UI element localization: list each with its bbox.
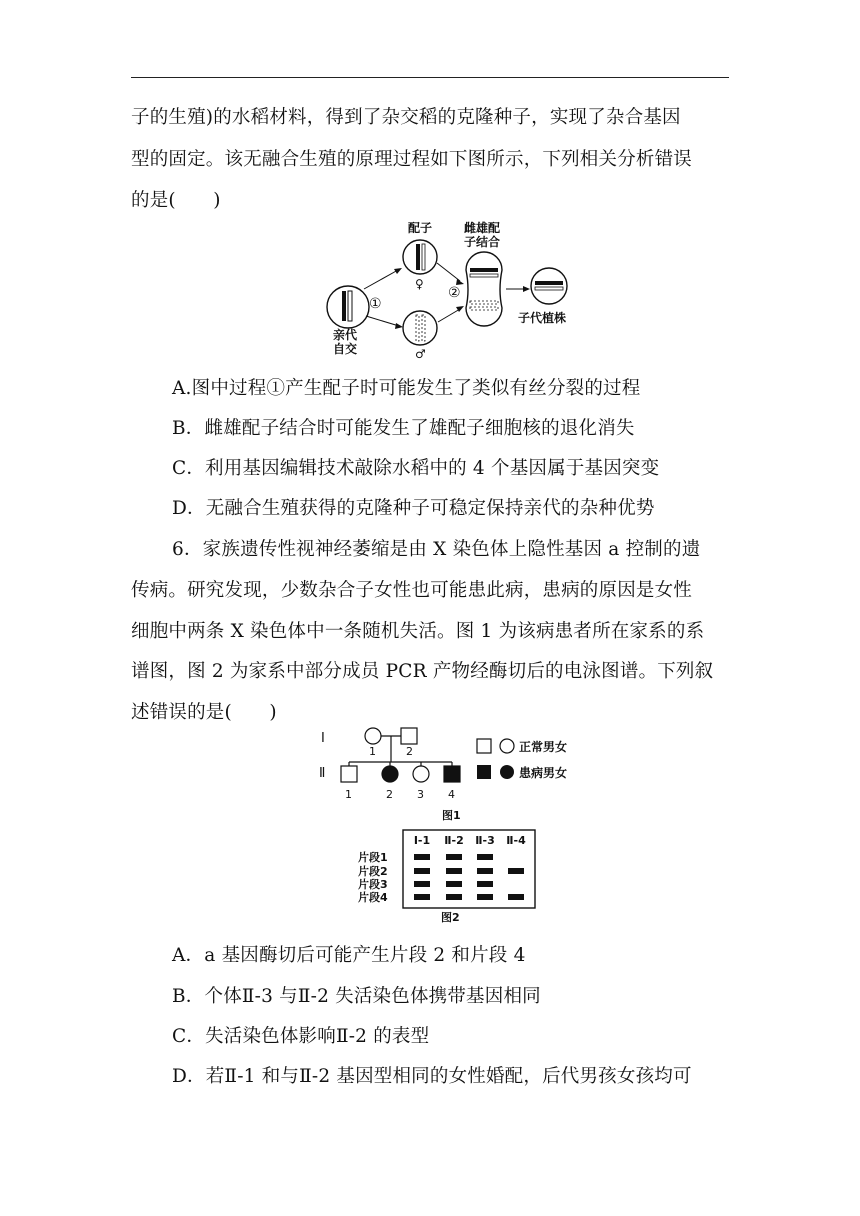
fusion-label-1: 雌雄配	[464, 221, 501, 235]
q6-stem-line-3: 细胞中两条 X 染色体中一条随机失活。图 1 为该病患者所在家系的系	[131, 621, 705, 642]
gel-column-label: Ⅰ-1	[413, 834, 431, 847]
gel-band	[477, 868, 493, 874]
q6-stem-line-4: 谱图，图 2 为家系中部分成员 PCR 产物经酶切后的电泳图谱。下列叙	[131, 661, 714, 682]
q6-option-b: B．个体Ⅱ-3 与Ⅱ-2 失活染色体携带基因相同	[172, 986, 541, 1007]
gel-row-label: 片段1	[358, 851, 388, 864]
gen2-number-3: 3	[417, 788, 424, 801]
female-symbol: ♀	[415, 277, 424, 291]
male-gamete-cell	[403, 311, 437, 345]
gel-column-label: Ⅱ-4	[506, 834, 526, 847]
q5-stem-line-2: 型的固定。该无融合生殖的原理过程如下图所示，下列相关分析错误	[131, 149, 693, 170]
q5-option-d: D．无融合生殖获得的克隆种子可稳定保持亲代的杂种优势	[172, 498, 655, 519]
gen2-number-1: 1	[345, 788, 352, 801]
gel-band	[414, 894, 430, 900]
gel-band	[446, 868, 462, 874]
gen2-number-4: 4	[448, 788, 455, 801]
parent-chromosome-dark	[342, 291, 346, 321]
individual-II-2	[382, 766, 398, 782]
individual-I-2	[401, 728, 417, 744]
individual-II-3	[413, 766, 429, 782]
pedigree-figure	[314, 722, 614, 822]
legend-affected-female	[500, 765, 514, 779]
gel-band	[477, 881, 493, 887]
offspring-label: 子代植株	[518, 311, 567, 325]
legend-normal-label: 正常男女	[519, 740, 568, 754]
gel-band	[446, 894, 462, 900]
gel-band	[414, 854, 430, 860]
q5-stem-line-3: 的是( )	[131, 190, 221, 211]
individual-II-4	[444, 766, 460, 782]
electrophoresis-figure	[356, 826, 546, 926]
q5-option-b: B．雌雄配子结合时可能发生了雄配子细胞核的退化消失	[172, 418, 635, 439]
gel-row-label: 片段3	[358, 878, 388, 891]
q6-option-d: D．若Ⅱ-1 和与Ⅱ-2 基因型相同的女性婚配，后代男孩女孩均可	[172, 1066, 692, 1087]
gel-column-label: Ⅱ-3	[475, 834, 495, 847]
gen1-number-2: 2	[406, 745, 413, 758]
q6-stem-line-2: 传病。研究发现，少数杂合子女性也可能患此病，患病的原因是女性	[131, 580, 693, 601]
figure2-caption: 图2	[441, 911, 460, 924]
legend-affected-label: 患病男女	[519, 766, 568, 780]
gel-row-label: 片段2	[358, 865, 388, 878]
generation-2-label: Ⅱ	[319, 766, 326, 781]
gel-band	[446, 881, 462, 887]
gel-band	[477, 854, 493, 860]
offspring-cell	[531, 268, 567, 304]
q5-option-c: C．利用基因编辑技术敲除水稻中的 4 个基因属于基因突变	[172, 458, 660, 479]
step-1-label: ①	[369, 296, 382, 312]
q5-stem-line-1: 子的生殖)的水稻材料，得到了杂交稻的克隆种子，实现了杂合基因	[131, 107, 681, 128]
q6-option-c: C．失活染色体影响Ⅱ-2 的表型	[172, 1026, 430, 1047]
individual-I-1	[365, 728, 381, 744]
generation-1-label: Ⅰ	[321, 731, 325, 746]
arrow-to-male	[366, 316, 399, 326]
gen1-number-1: 1	[369, 745, 376, 758]
gamete-label: 配子	[408, 221, 433, 235]
parent-chromosome-light	[348, 291, 352, 321]
gel-band	[414, 868, 430, 874]
parent-label-1: 亲代	[333, 328, 358, 342]
fusion-cell	[466, 252, 502, 326]
parent-label-2: 自交	[333, 342, 358, 356]
q5-option-a: A.图中过程①产生配子时可能发生了类似有丝分裂的过程	[172, 378, 641, 399]
q6-stem-line-5: 述错误的是( )	[131, 702, 277, 723]
figure1-caption: 图1	[442, 809, 461, 822]
gel-band	[508, 894, 524, 900]
fusion-label-2: 子结合	[464, 235, 501, 249]
legend-normal-male	[477, 739, 491, 753]
header-rule	[131, 77, 729, 78]
gel-band	[414, 881, 430, 887]
arrow-to-female	[364, 270, 398, 289]
gel-band	[446, 854, 462, 860]
gel-column-label: Ⅱ-2	[444, 834, 464, 847]
q6-option-a: A．a 基因酶切后可能产生片段 2 和片段 4	[172, 945, 526, 966]
step-2-label: ②	[448, 285, 461, 301]
gel-band	[477, 894, 493, 900]
legend-affected-male	[477, 765, 491, 779]
legend-normal-female	[500, 739, 514, 753]
apomixis-process-figure	[320, 218, 580, 364]
gen2-number-2: 2	[386, 788, 393, 801]
individual-II-1	[341, 766, 357, 782]
q6-stem-line-1: 6．家族遗传性视神经萎缩是由 X 染色体上隐性基因 a 控制的遗	[172, 539, 701, 560]
gel-row-label: 片段4	[358, 891, 388, 904]
gel-band	[508, 868, 524, 874]
male-symbol: ♂	[415, 347, 426, 361]
